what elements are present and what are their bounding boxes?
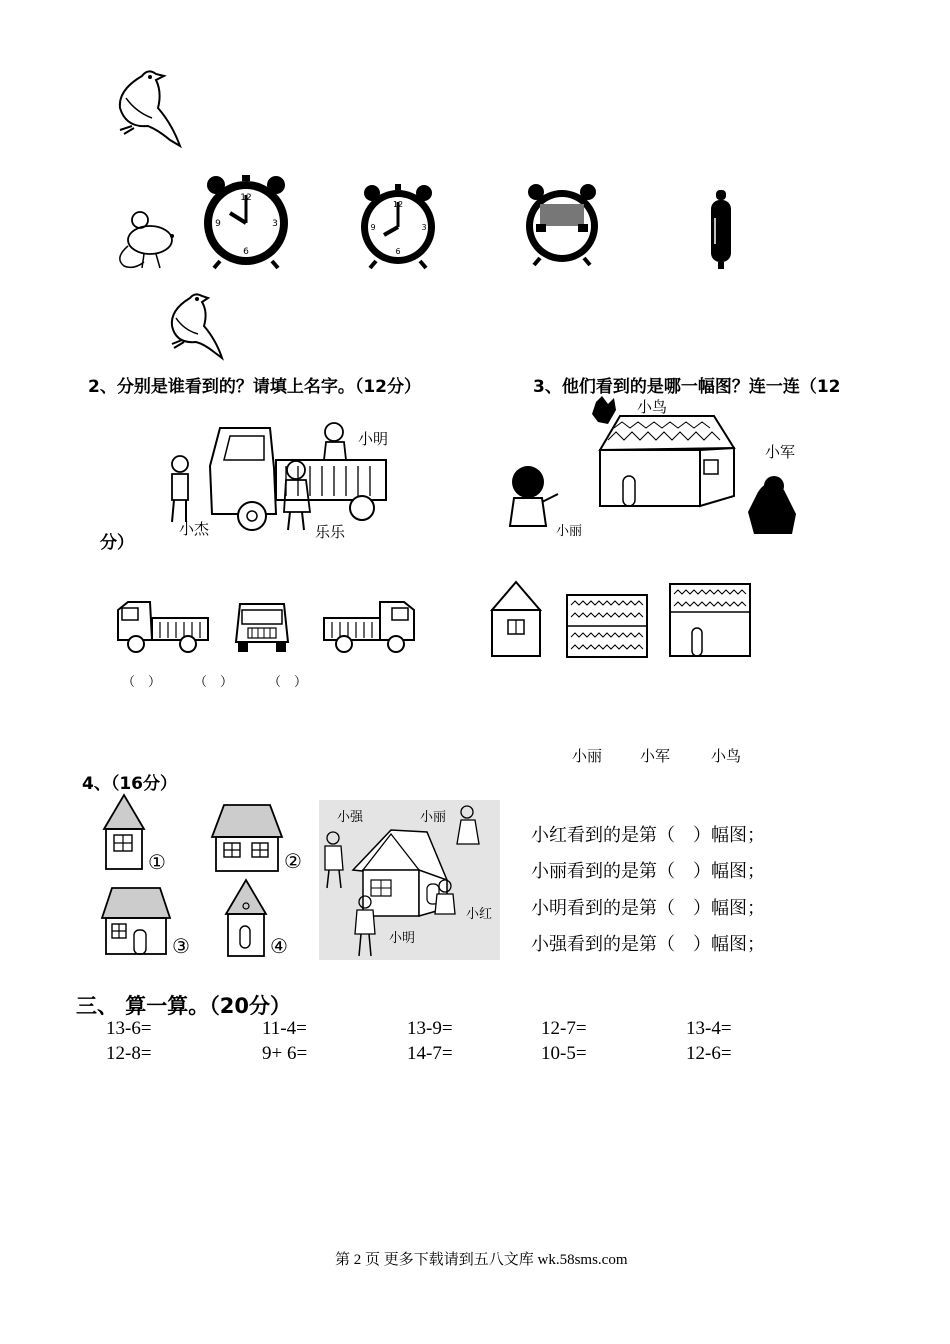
truck-view-front-illustration: [232, 602, 292, 654]
svg-text:3: 3: [272, 219, 278, 229]
bird-lower-illustration: [164, 292, 226, 362]
math-r1c5: 13-4=: [686, 1018, 732, 1039]
truck-scene-label-lele: 乐乐: [315, 523, 346, 541]
q3-name-jun: 小军: [640, 747, 671, 765]
math-r1c2: 11-4=: [262, 1018, 307, 1039]
clock-front-1-illustration: [200, 173, 292, 269]
q4-scene-label-qiang: 小强: [337, 810, 364, 825]
section3-title: 三、 算一算。（20分）: [76, 994, 292, 1018]
q4-answer-qiang[interactable]: 小强看到的是第（ ）幅图；: [531, 934, 765, 955]
svg-text:9: 9: [370, 223, 376, 232]
q2-title-continuation: 分）: [100, 533, 134, 553]
svg-text:12: 12: [392, 200, 404, 209]
truck-view-side-right-illustration: [114, 598, 212, 656]
bird-top-illustration: [112, 68, 184, 150]
q4-title: 4、（16分）: [82, 774, 177, 794]
q4-answer-ming[interactable]: 小明看到的是第（ ）幅图；: [531, 898, 765, 919]
clock-back-illustration: [522, 182, 602, 266]
math-r2c5: 12-6=: [686, 1043, 732, 1064]
house-view-top-illustration: [565, 593, 649, 659]
q4-scene-label-hong: 小红: [466, 907, 493, 922]
page-footer: 第 2 页 更多下载请到五八文库 wk.58sms.com: [335, 1252, 628, 1268]
math-r1c4: 12-7=: [541, 1018, 587, 1039]
q4-answer-hong[interactable]: 小红看到的是第（ ）幅图；: [531, 825, 765, 846]
q4-scene-label-ming: 小明: [389, 931, 416, 946]
math-r2c4: 10-5=: [541, 1043, 587, 1064]
house-scene-label-bird: 小鸟: [637, 398, 668, 416]
house-view-front-illustration: [488, 580, 544, 658]
q4-num-2: ②: [284, 849, 302, 873]
math-r2c2: 9+ 6=: [262, 1043, 308, 1064]
q3-name-bird: 小鸟: [711, 747, 742, 765]
clock-front-2-illustration: [358, 183, 438, 269]
truck-scene-label-ming: 小明: [358, 430, 389, 448]
house-scene-label-li: 小丽: [556, 524, 583, 539]
truck-blank-1[interactable]: （ ）: [122, 675, 162, 690]
svg-text:9: 9: [215, 219, 221, 229]
q4-answer-li[interactable]: 小丽看到的是第（ ）幅图；: [531, 861, 765, 882]
truck-scene-label-jie: 小杰: [179, 520, 210, 538]
q3-name-li: 小丽: [572, 747, 603, 765]
q4-num-3: ③: [172, 934, 190, 958]
truck-blank-3[interactable]: （ ）: [268, 675, 308, 690]
svg-text:6: 6: [243, 247, 249, 257]
q4-house-2-illustration: [210, 803, 284, 873]
clock-side-illustration: [706, 188, 736, 270]
q4-house-1-illustration: [102, 793, 146, 871]
math-r1c1: 13-6=: [106, 1018, 152, 1039]
math-r2c1: 12-8=: [106, 1043, 152, 1064]
house-scene-label-jun: 小军: [765, 443, 796, 461]
q4-house-4-illustration: [224, 878, 268, 958]
svg-text:3: 3: [421, 223, 427, 232]
q4-house-3-illustration: [100, 886, 172, 956]
q2-title: 2、分别是谁看到的？请填上名字。（12分）: [88, 377, 421, 397]
math-r2c3: 14-7=: [407, 1043, 453, 1064]
mouse-illustration: [114, 210, 180, 272]
math-r1c3: 13-9=: [407, 1018, 453, 1039]
svg-text:12: 12: [240, 193, 252, 203]
truck-blank-2[interactable]: （ ）: [194, 675, 234, 690]
svg-text:6: 6: [395, 247, 401, 256]
q3-title: 3、他们看到的是哪一幅图？连一连（12: [533, 377, 841, 397]
house-view-side-illustration: [668, 582, 752, 658]
q4-num-4: ④: [270, 934, 288, 958]
q4-num-1: ①: [148, 850, 166, 874]
q4-scene-label-li: 小丽: [420, 810, 447, 825]
truck-view-side-left-illustration: [320, 598, 418, 658]
